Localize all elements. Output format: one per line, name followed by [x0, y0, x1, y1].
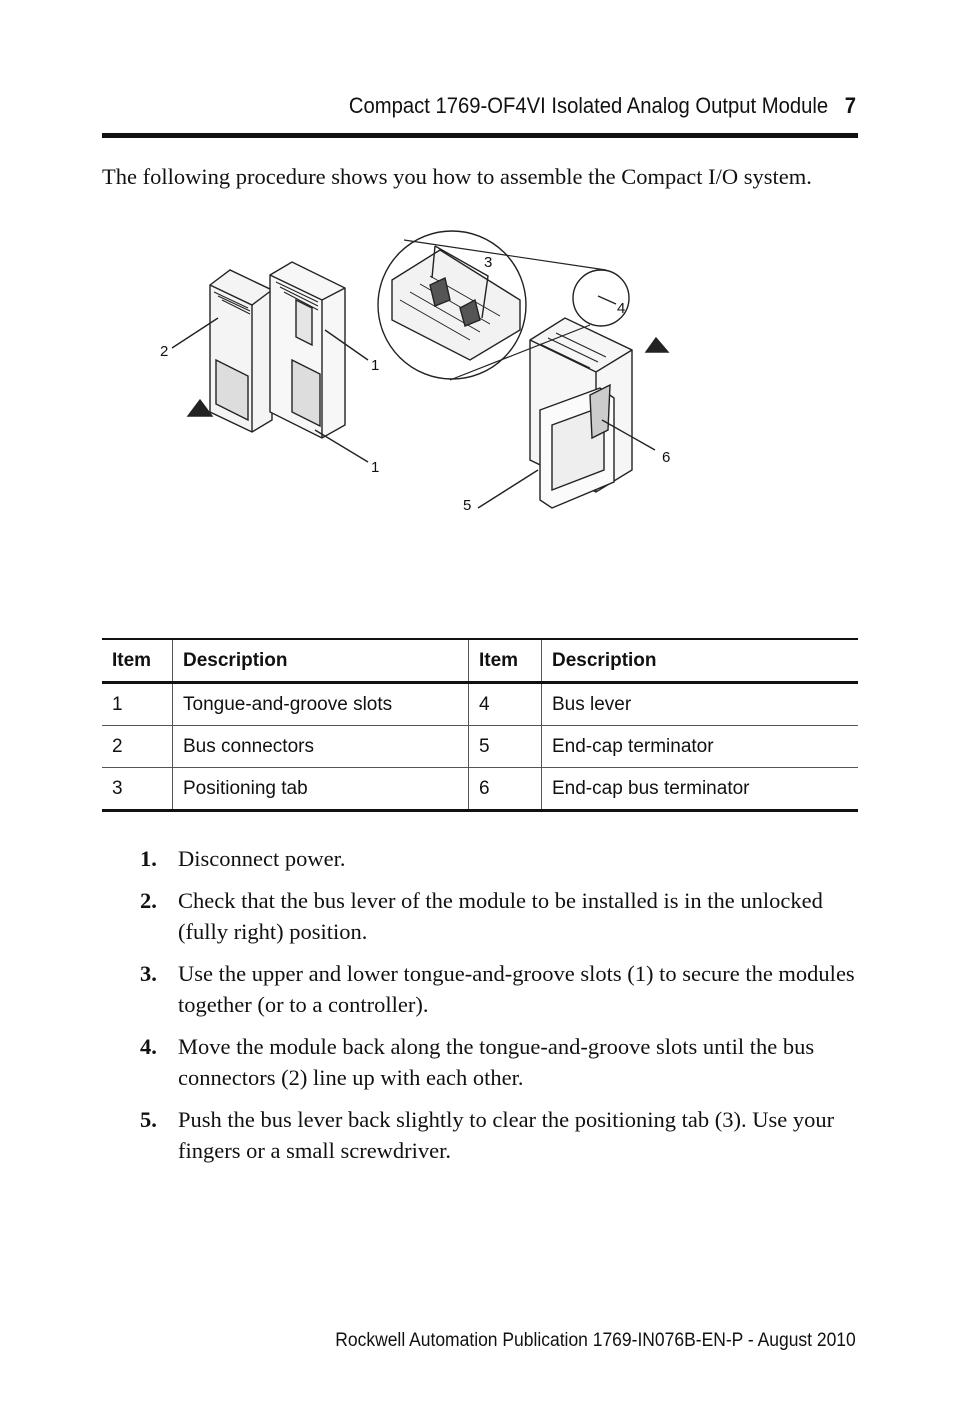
step-number: 2. [140, 888, 157, 913]
running-header [68, 93, 856, 119]
step-text: Use the upper and lower tongue-and-groove slots (1) to secure the modules together (or to a controller). [178, 961, 855, 1017]
header-rule [102, 133, 858, 138]
callout-1-lower: 1 [371, 459, 380, 476]
callout-3: 3 [484, 254, 493, 271]
table-cell: 4 [469, 683, 542, 726]
step-number: 4. [140, 1034, 157, 1059]
header-title: Compact 1769-OF4VI Isolated Analog Output Module [348, 93, 829, 118]
callout-6: 6 [662, 449, 671, 466]
table-cell: 2 [112, 735, 123, 757]
step-number: 5. [140, 1107, 157, 1132]
step-number: 3. [140, 961, 157, 986]
step-text: Move the module back along the tongue-and-groove slots until the bus connectors (2) line up with each other. [178, 1034, 815, 1090]
step-number: 1. [140, 846, 157, 871]
table-cell: Tongue-and-groove slots [173, 683, 469, 726]
callout-1-upper: 1 [371, 357, 380, 374]
step-text: Check that the bus lever of the module to be installed is in the unlocked (fully right) position. [178, 888, 823, 944]
table-header-row [102, 639, 858, 683]
table-cell: End-cap terminator [542, 726, 859, 768]
list-item [140, 1031, 860, 1093]
table-cell: Positioning tab [173, 768, 469, 811]
column-header-description: Description [542, 639, 859, 683]
table-cell: 1 [112, 693, 123, 715]
step-text: Push the bus lever back slightly to clear the positioning tab (3). Use your fingers or a small screwdriver. [178, 1107, 835, 1163]
step-text: Disconnect power. [178, 846, 346, 871]
callout-2: 2 [160, 343, 169, 360]
table-cell: End-cap bus terminator [542, 768, 859, 811]
table-cell: 5 [469, 726, 542, 768]
column-header-item: Item [469, 639, 542, 683]
table-row [102, 726, 858, 768]
column-header-item: Item [112, 649, 152, 671]
publication-footer: Rockwell Automation Publication 1769-IN076B-EN-P - August 2010 [335, 1330, 856, 1351]
list-item [140, 958, 860, 1020]
table-cell: 6 [469, 768, 542, 811]
callout-5: 5 [463, 497, 472, 514]
assembly-figure [150, 215, 710, 525]
procedure-steps [140, 843, 860, 1177]
intro-paragraph: The following procedure shows you how to assemble the Compact I/O system. [102, 164, 812, 189]
column-header-description: Description [173, 639, 469, 683]
table-cell: Bus lever [542, 683, 859, 726]
list-item [140, 1104, 860, 1166]
table-row [102, 768, 858, 811]
page-number: 7 [844, 93, 856, 118]
table-cell: Bus connectors [173, 726, 469, 768]
callout-4: 4 [617, 300, 626, 317]
list-item [140, 843, 860, 874]
table-row [102, 683, 858, 726]
item-description-table [102, 638, 858, 812]
list-item [140, 885, 860, 947]
table-cell: 3 [112, 777, 123, 799]
